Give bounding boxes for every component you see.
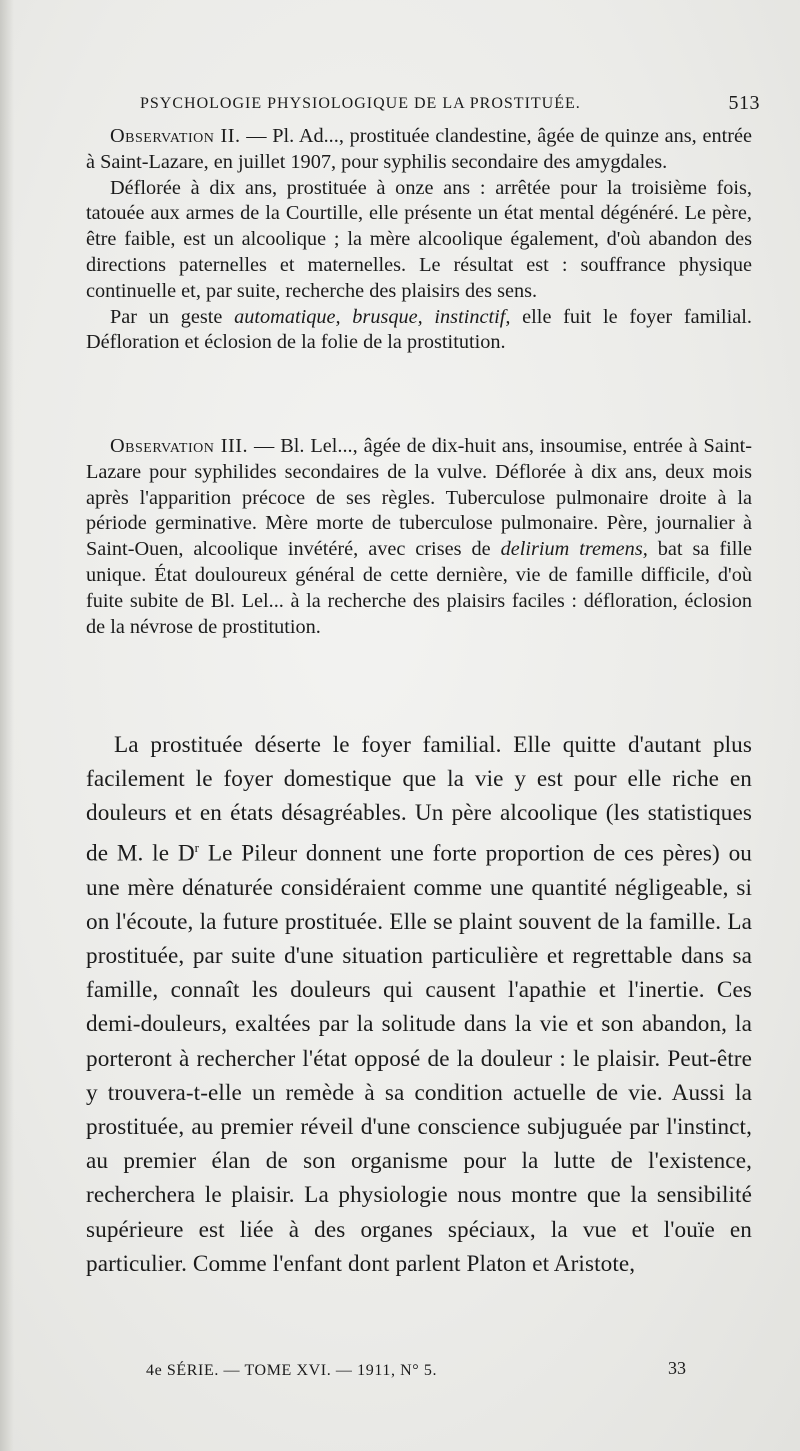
main-body — [86, 728, 752, 1281]
observation-2 — [86, 124, 752, 356]
observation-2-flight — [86, 305, 752, 357]
observation-2-history: Déflorée à dix ans, prostituée à onze ans : arrêtée pour la troisième fois, tatouée aux armes de la Courtille, elle présente un état mental dégénéré. Le père, être faible, est un alcoolique ; la mère alcoolique également, d'où abandon des directions paternelles et maternelles. Le résultat est : souffrance physique continuelle et, par suite, recherche des plaisirs des sens. — [86, 176, 752, 302]
body-paragraph — [86, 728, 752, 1281]
page-footer — [146, 1358, 686, 1388]
series-line: 4e SÉRIE. — TOME XVI. — 1911, N° 5. — [146, 1362, 438, 1379]
observation-2-italic: automatique, brusque, instinctif, — [234, 305, 511, 328]
observation-3 — [86, 434, 752, 640]
observation-2-lead: — Pl. Ad..., prostituée clandestine, âgée de quinze ans, entrée à Saint-Lazare, en juillet 1907, pour syphilis secondaire des amygdales. — [86, 125, 752, 173]
page-gutter-shadow — [0, 0, 14, 1451]
body-text-continued: Le Pileur donnent une forte proportion de ces pères) ou une mère dénaturée considéraient comme une quantité négligeable, si on l'écoute, la future prostituée. Elle se plaint souvent de la famille. La prostituée, par suite d'une situation particulière et regrettable dans sa famille, connaît les douleurs qui causent l'apathie et l'inertie. Ces demi-douleurs, exaltées par la solitude dans la vie et son abandon, la porteront à rechercher l'état opposé de la douleur : le plaisir. Peut-être y trouvera-t-elle un remède à sa condition actuelle de vie. Aussi la prostituée, au premier réveil d'une conscience subjuguée par l'instinct, au premier élan de son organisme pour la lutte de l'existence, recherchera le plaisir. La physiologie nous montre que la sensibilité supérieure est liée à des organes spéciaux, la vue et l'ouïe en particulier. Comme l'enfant dont parlent Platon et Aristote, — [86, 840, 752, 1277]
observation-2-label: Observation II. — [110, 125, 241, 147]
observation-2-intro — [86, 124, 752, 176]
observation-2-flight-text: Par un geste — [110, 305, 235, 328]
signature-mark: 33 — [668, 1358, 686, 1378]
page-number: 513 — [728, 92, 760, 114]
observation-3-label: Observation III. — [110, 435, 249, 457]
observation-2-flight-end: elle fuit le foyer familial. Défloration et éclosion de la folie de la prostitution. — [86, 305, 752, 354]
running-title: PSYCHOLOGIE PHYSIOLOGIQUE DE LA PROSTITUÉE. — [140, 95, 581, 112]
observation-3-body: — Bl. Lel..., âgée de dix-huit ans, insoumise, entrée à Saint-Lazare pour syphilides secondaires de la vulve. Déflorée à dix ans, deux mois après l'apparition précoce de ses règles. Tuberculose pulmonaire droite à la période germinative. Mère morte de tuberculose pulmonaire. Père, journalier à Saint-Ouen, alcoolique invétéré, avec crises de — [86, 435, 752, 561]
observation-3-text — [86, 434, 752, 640]
doctor-superscript: r — [194, 839, 200, 855]
body-text: La prostituée déserte le foyer familial. Elle quitte d'autant plus facilement le foyer domestique que la vie y est pour elle riche en douleurs et en états désagréables. Un père alcoolique (les statistiques de M. le D — [86, 732, 752, 867]
observation-3-italic: delirium tremens, — [500, 538, 648, 561]
observation-3-end: bat sa fille unique. État douloureux général de cette dernière, vie de famille difficile, d'où fuite subite de Bl. Lel... à la recherche des plaisirs faciles : défloration, éclosion de la névrose de prostitution. — [86, 538, 753, 638]
running-head — [140, 92, 760, 118]
